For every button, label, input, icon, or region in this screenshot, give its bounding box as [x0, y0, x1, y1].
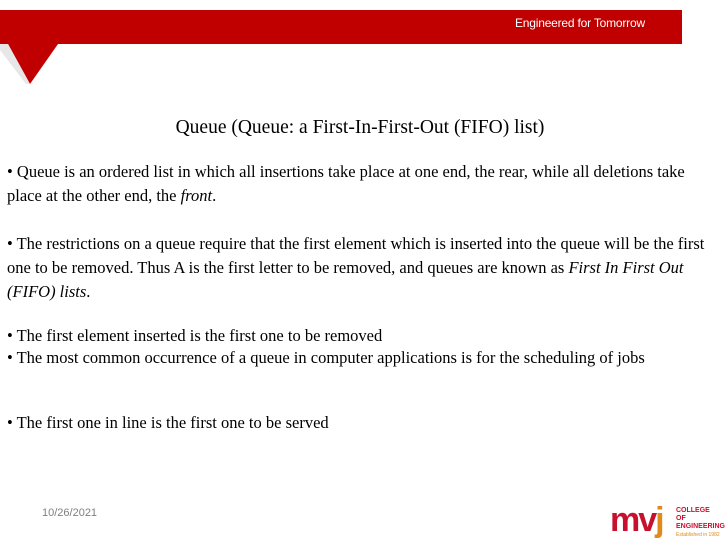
- logo-mark-a: mv: [610, 501, 656, 539]
- bullet-ordered-list: [7, 160, 712, 208]
- header-tagline: Engineered for Tomorrow: [515, 16, 645, 30]
- bullet-3-line2: • The most common occurrence of a queue in computer applications is for the scheduling of jobs: [7, 348, 645, 367]
- bullet-2-text: • The restrictions on a queue require that the first element which is inserted into the queue will be the first one to be removed. Thus A is the first letter to be removed, and queues are known as: [7, 234, 705, 277]
- header-banner: [0, 0, 720, 90]
- bullet-3-line1: • The first element inserted is the first one to be removed: [7, 326, 383, 345]
- bullet-2-emphasis: First In First Out (FIFO) lists: [7, 258, 684, 301]
- bullet-2-end: .: [86, 282, 91, 301]
- logo-mark-b: j: [655, 501, 663, 539]
- logo-mark: [610, 503, 663, 537]
- bullet-restrictions: [7, 232, 712, 304]
- slide-title: [0, 117, 720, 139]
- bullet-1-text: • Queue is an ordered list in which all insertions take place at one end, the rear, while all deletions take place at the other end, the: [7, 162, 685, 205]
- bullet-group-3: [7, 325, 712, 369]
- logo-text: [676, 507, 725, 539]
- bullet-1-end: .: [212, 186, 217, 205]
- logo-line-3: Established in 1982: [676, 532, 720, 538]
- bullet-1-emphasis: front: [180, 186, 213, 205]
- college-logo: [610, 501, 725, 539]
- bullet-served: [7, 411, 712, 435]
- banner-shape: [0, 0, 720, 90]
- bullet-4-text: • The first one in line is the first one to be served: [7, 413, 329, 432]
- title-rest: (Queue: a First-In-First-Out (FIFO) list): [231, 117, 545, 138]
- slide-date: 10/26/2021: [42, 507, 98, 519]
- logo-line-2: ENGINEERING: [676, 523, 725, 530]
- logo-line-1: COLLEGE OF: [676, 507, 710, 522]
- title-main: Queue: [175, 117, 227, 138]
